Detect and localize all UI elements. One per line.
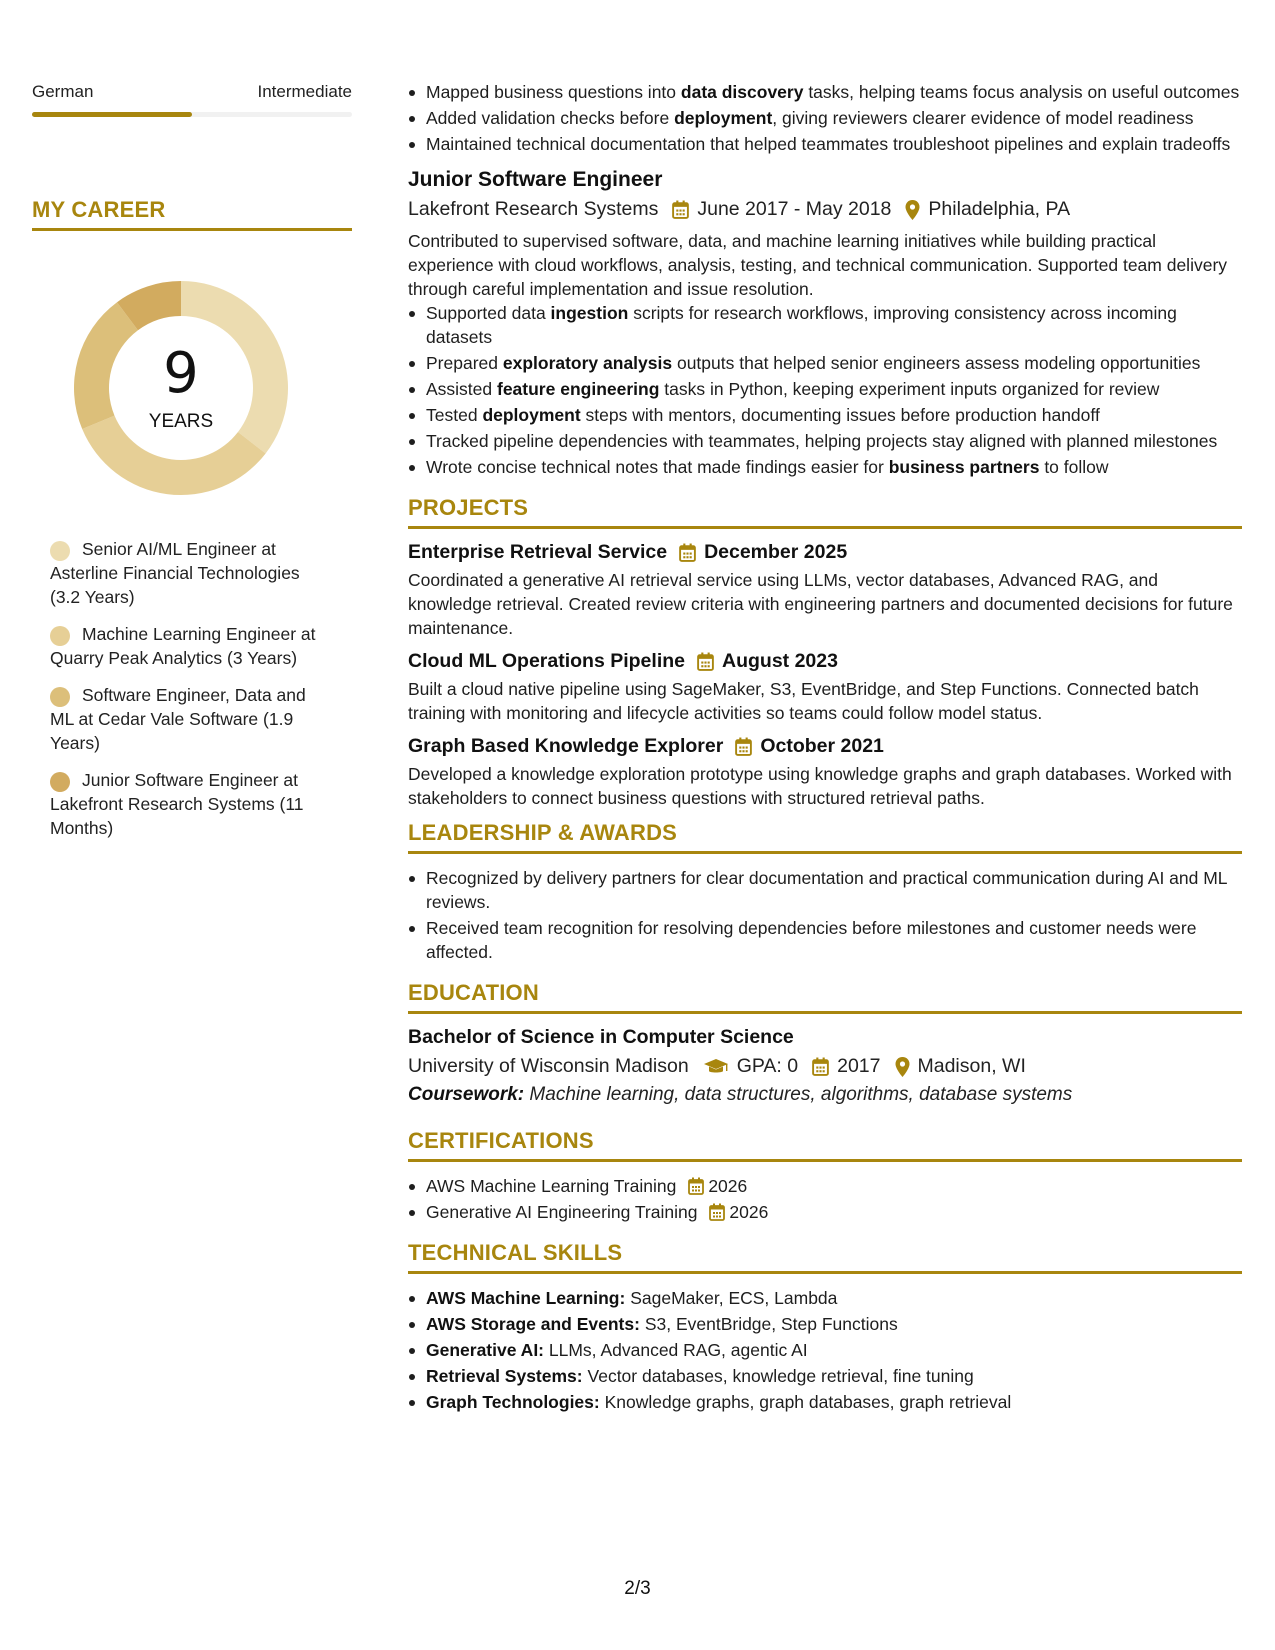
education-degree: Bachelor of Science in Computer Science	[408, 1026, 794, 1048]
education-meta	[408, 1055, 1242, 1078]
job-bullet	[408, 301, 1242, 349]
job-bullet	[408, 429, 1242, 453]
job-meta	[408, 198, 1242, 221]
projects-title: PROJECTS	[408, 495, 1242, 529]
calendar-icon	[812, 1057, 829, 1076]
project-date: August 2023	[722, 650, 838, 672]
skill-item	[408, 1364, 1242, 1388]
project-name: Cloud ML Operations Pipeline	[408, 650, 685, 672]
job-bullets	[408, 301, 1242, 479]
location-pin-icon	[905, 200, 920, 220]
job-bullet-text-end: tasks in Python, keeping experiment inputs organized for review	[659, 379, 1160, 399]
skill-value: Knowledge graphs, graph databases, graph retrieval	[604, 1392, 1012, 1412]
education-gpa: GPA: 0	[736, 1055, 799, 1077]
career-legend-text: Machine Learning Engineer at Quarry Peak Analytics (3 Years)	[50, 624, 316, 668]
previous-job-bullet	[408, 132, 1242, 156]
skill-item	[408, 1312, 1242, 1336]
legend-dot	[50, 626, 70, 646]
leadership-title: LEADERSHIP & AWARDS	[408, 820, 1242, 854]
page-number: 2/3	[624, 1578, 651, 1599]
career-legend-item	[50, 622, 330, 670]
previous-job-bullet-text-end: , giving reviewers clearer evidence of model readiness	[772, 108, 1194, 128]
project-item	[408, 650, 1242, 725]
leadership-item: Received team recognition for resolving dependencies before milestones and customer needs were affected.	[408, 916, 1242, 964]
legend-dot	[50, 541, 70, 561]
previous-job-bullets	[408, 80, 1242, 156]
skill-label: AWS Machine Learning:	[426, 1288, 626, 1308]
calendar-icon	[709, 1203, 725, 1221]
project-item	[408, 541, 1242, 640]
job-bullet-text: Wrote concise technical notes that made findings easier for	[426, 457, 889, 477]
education-school: University of Wisconsin Madison	[408, 1055, 689, 1077]
graduation-cap-icon	[703, 1058, 729, 1076]
main-content	[408, 80, 1242, 1416]
career-section-title: MY CAREER	[32, 197, 352, 231]
skill-label: Generative AI:	[426, 1340, 545, 1360]
certification-row	[426, 1174, 1242, 1198]
certification-row	[426, 1200, 1242, 1224]
projects-section	[408, 495, 1242, 810]
leadership-item: Recognized by delivery partners for clear documentation and practical communication during AI and ML reviews.	[408, 866, 1242, 914]
project-header	[408, 541, 1242, 564]
skill-label: Retrieval Systems:	[426, 1366, 583, 1386]
previous-job-bullet	[408, 106, 1242, 130]
language-proficiency-fill	[32, 112, 192, 117]
legend-dot	[50, 772, 70, 792]
language-level: Intermediate	[257, 82, 352, 101]
leadership-section	[408, 820, 1242, 964]
total-years-unit: YEARS	[148, 411, 214, 432]
education-section	[408, 980, 1242, 1106]
job-company: Lakefront Research Systems	[408, 198, 659, 220]
project-name: Enterprise Retrieval Service	[408, 541, 668, 563]
job-bullet-keyword: deployment	[482, 405, 581, 425]
job-bullet-text: Tested	[426, 405, 483, 425]
certification-name: AWS Machine Learning Training	[426, 1176, 677, 1196]
career-legend-text: Senior AI/ML Engineer at Asterline Financial Technologies (3.2 Years)	[50, 539, 300, 607]
certification-year: 2026	[708, 1176, 748, 1196]
certification-item	[408, 1174, 1242, 1198]
job-dates: June 2017 - May 2018	[697, 198, 892, 220]
sidebar	[32, 82, 352, 853]
previous-job-bullet-text: Mapped business questions into	[426, 82, 681, 102]
calendar-icon	[697, 652, 714, 671]
skill-value: SageMaker, ECS, Lambda	[630, 1288, 838, 1308]
certification-item	[408, 1200, 1242, 1224]
project-description: Developed a knowledge exploration prototype using knowledge graphs and graph databases. Worked with stakeholders to connect business questions with structured retrieval paths.	[408, 764, 1232, 808]
project-date: October 2021	[760, 735, 884, 757]
skills-title: TECHNICAL SKILLS	[408, 1240, 1242, 1274]
certifications-title: CERTIFICATIONS	[408, 1128, 1242, 1162]
job-bullet	[408, 351, 1242, 375]
coursework-label: Coursework:	[408, 1084, 525, 1105]
project-item	[408, 735, 1242, 810]
skill-item	[408, 1338, 1242, 1362]
project-description: Coordinated a generative AI retrieval service using LLMs, vector databases, Advanced RAG, and knowledge retrieval. Created review criteria with engineering partners and documented decisions for future maintenance.	[408, 570, 1233, 638]
job-bullet-text: Prepared	[426, 353, 503, 373]
skills-list	[408, 1286, 1242, 1414]
job-bullet-keyword: feature engineering	[497, 379, 660, 399]
job-bullet-keyword: exploratory analysis	[502, 353, 673, 373]
skill-value: LLMs, Advanced RAG, agentic AI	[548, 1340, 808, 1360]
career-legend-item	[50, 683, 330, 755]
project-description: Built a cloud native pipeline using SageMaker, S3, EventBridge, and Step Functions. Connected batch training with monitoring and lifecycle activities so teams could follow model status.	[408, 679, 1199, 723]
skill-label: Graph Technologies:	[426, 1392, 600, 1412]
language-name: German	[32, 82, 94, 101]
calendar-icon	[679, 543, 696, 562]
career-donut-chart	[66, 273, 296, 503]
previous-job-bullet-keyword: data discovery	[680, 82, 804, 102]
projects-list	[408, 541, 1242, 810]
education-title: EDUCATION	[408, 980, 1242, 1014]
skill-value: S3, EventBridge, Step Functions	[644, 1314, 898, 1334]
skill-item	[408, 1390, 1242, 1414]
job-bullet	[408, 377, 1242, 401]
job-bullet	[408, 403, 1242, 427]
job-bullet-text: Assisted	[426, 379, 497, 399]
calendar-icon	[688, 1177, 704, 1195]
job-bullet	[408, 455, 1242, 479]
previous-job-bullet	[408, 80, 1242, 104]
career-legend-item	[50, 537, 330, 609]
legend-dot	[50, 687, 70, 707]
job-bullet-text-end: outputs that helped senior engineers assess modeling opportunities	[672, 353, 1201, 373]
certifications-list	[408, 1174, 1242, 1224]
job-bullet-text: Tracked pipeline dependencies with teammates, helping projects stay aligned with planned milestones	[426, 431, 1218, 451]
job-location: Philadelphia, PA	[928, 198, 1071, 220]
certifications-section	[408, 1128, 1242, 1224]
career-legend	[32, 537, 352, 840]
project-date: December 2025	[704, 541, 848, 563]
location-pin-icon	[895, 1057, 910, 1077]
skill-value: Vector databases, knowledge retrieval, fine tuning	[587, 1366, 974, 1386]
previous-job-bullet-keyword: deployment	[674, 108, 773, 128]
project-header	[408, 650, 1242, 673]
job-bullet-text: Supported data	[426, 303, 551, 323]
skills-section	[408, 1240, 1242, 1414]
language-proficiency-bar	[32, 112, 352, 117]
leadership-list	[408, 866, 1242, 964]
career-legend-text: Software Engineer, Data and ML at Cedar Vale Software (1.9 Years)	[50, 685, 306, 753]
certification-year: 2026	[729, 1202, 769, 1222]
career-legend-text: Junior Software Engineer at Lakefront Research Systems (11 Months)	[50, 770, 304, 838]
job-summary: Contributed to supervised software, data, and machine learning initiatives while building practical experience with cloud workflows, analysis, testing, and technical communication. Supported team delivery through careful implementation and issue resolution.	[408, 231, 1228, 299]
job-bullet-keyword: business partners	[888, 457, 1040, 477]
previous-job-bullet-text-end: tasks, helping teams focus analysis on useful outcomes	[803, 82, 1240, 102]
education-location: Madison, WI	[917, 1055, 1026, 1077]
calendar-icon	[735, 737, 752, 756]
previous-job-bullet-text: Added validation checks before	[426, 108, 675, 128]
project-name: Graph Based Knowledge Explorer	[408, 735, 724, 757]
calendar-icon	[672, 200, 689, 219]
skill-item	[408, 1286, 1242, 1310]
certification-name: Generative AI Engineering Training	[426, 1202, 698, 1222]
previous-job-bullet-text: Maintained technical documentation that helped teammates troubleshoot pipelines and explain tradeoffs	[426, 134, 1231, 154]
job-bullet-keyword: ingestion	[550, 303, 629, 323]
education-year: 2017	[837, 1055, 881, 1077]
skill-label: AWS Storage and Events:	[426, 1314, 640, 1334]
job-bullet-text-end: to follow	[1039, 457, 1109, 477]
education-coursework	[408, 1084, 1242, 1106]
job-bullet-text-end: steps with mentors, documenting issues before production handoff	[580, 405, 1100, 425]
total-years-value: 9	[163, 341, 199, 406]
project-header	[408, 735, 1242, 758]
job-title: Junior Software Engineer	[408, 168, 663, 191]
coursework-value: Machine learning, data structures, algorithms, database systems	[529, 1084, 1073, 1105]
job-bullet-text-end: scripts for research workflows, improving consistency across incoming datasets	[426, 303, 1177, 347]
career-legend-item	[50, 768, 330, 840]
language-row	[32, 82, 352, 102]
